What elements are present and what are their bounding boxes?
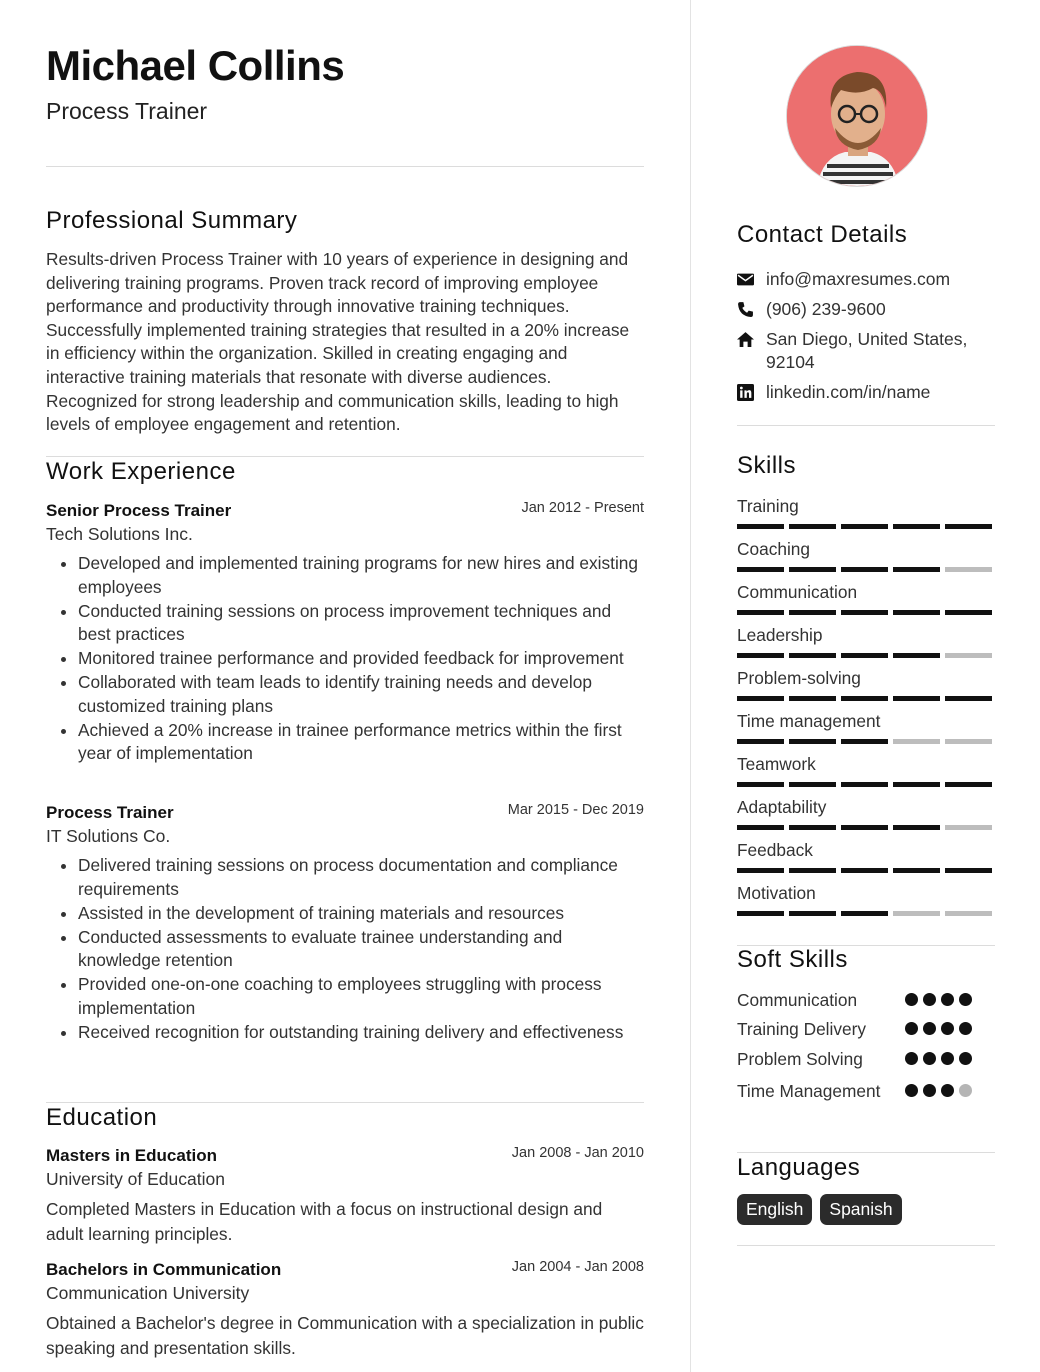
rating-dot — [959, 993, 972, 1006]
skill-level-segment — [893, 567, 940, 572]
job-entry — [46, 802, 644, 1045]
skill-level-segment — [737, 524, 784, 529]
skill-level-segment — [737, 739, 784, 744]
skill-name: Problem-solving — [737, 668, 861, 688]
skill-level-segment — [841, 567, 888, 572]
skill-name: Leadership — [737, 625, 823, 645]
skill-name: Teamwork — [737, 754, 816, 774]
soft-skill-item — [737, 989, 995, 1012]
list-item: • Collaborated with team leads to identify training needs and develop customized training plans — [78, 671, 644, 718]
skill-item — [737, 581, 995, 615]
skill-level-segment — [841, 825, 888, 830]
skill-level-segment — [945, 696, 992, 701]
phone-text[interactable]: (906) 239-9600 — [766, 299, 886, 319]
skill-level-bar — [737, 825, 995, 830]
email-text[interactable]: info@maxresumes.com — [766, 269, 951, 289]
degree-title: Masters in Education — [46, 1146, 217, 1165]
list-item: • Received recognition for outstanding training delivery and effectiveness — [78, 1021, 644, 1045]
skill-level-segment — [893, 696, 940, 701]
skill-level-segment — [841, 696, 888, 701]
job-entry — [46, 500, 644, 766]
skill-level-segment — [893, 653, 940, 658]
skill-level-bar — [737, 696, 995, 701]
list-item: • Developed and implemented training programs for new hires and existing employees — [78, 552, 644, 599]
skill-name: Adaptability — [737, 797, 827, 817]
skill-item — [737, 882, 995, 916]
skill-name: Coaching — [737, 539, 811, 559]
languages-heading: Languages — [737, 1154, 861, 1181]
skill-level-segment — [789, 524, 836, 529]
skill-level-segment — [893, 610, 940, 615]
rating-dot — [923, 1052, 936, 1065]
contact-heading: Contact Details — [737, 221, 908, 248]
skill-level-segment — [789, 610, 836, 615]
skill-level-segment — [945, 739, 992, 744]
skill-level-segment — [841, 610, 888, 615]
rating-dot — [959, 1084, 972, 1097]
skill-level-segment — [945, 610, 992, 615]
contact-email — [737, 268, 995, 291]
soft-skill-rating — [905, 1052, 972, 1065]
skill-level-bar — [737, 610, 995, 615]
skill-level-segment — [789, 739, 836, 744]
skill-level-segment — [945, 868, 992, 873]
skill-item — [737, 495, 995, 529]
rating-dot — [959, 1022, 972, 1035]
skill-level-segment — [841, 653, 888, 658]
skill-level-segment — [789, 911, 836, 916]
rating-dot — [959, 1052, 972, 1065]
contact-address — [737, 328, 995, 374]
rating-dot — [941, 1022, 954, 1035]
header-divider — [46, 166, 644, 167]
rating-dot — [923, 1084, 936, 1097]
contact-phone — [737, 298, 995, 321]
language-chip: English — [737, 1194, 812, 1225]
list-item: • Provided one-on-one coaching to employees struggling with process implementation — [78, 973, 644, 1020]
skill-item — [737, 538, 995, 572]
skill-level-bar — [737, 739, 995, 744]
linkedin-text[interactable]: linkedin.com/in/name — [766, 382, 931, 402]
rating-dot — [941, 993, 954, 1006]
phone-icon — [737, 301, 754, 318]
skill-name: Time management — [737, 711, 881, 731]
education-entry — [46, 1145, 644, 1246]
skills-heading: Skills — [737, 452, 797, 479]
skill-level-segment — [789, 825, 836, 830]
skill-level-segment — [737, 696, 784, 701]
languages-list — [737, 1194, 902, 1225]
soft-skill-item — [737, 1048, 995, 1071]
skill-level-segment — [789, 868, 836, 873]
skill-item — [737, 839, 995, 873]
job-dates: Mar 2015 - Dec 2019 — [507, 802, 644, 818]
rating-dot — [905, 1052, 918, 1065]
experience-divider — [46, 456, 644, 457]
list-item: • Assisted in the development of training materials and resources — [78, 902, 644, 926]
summary-text: Results-driven Process Trainer with 10 years of experience in designing and delivering training programs. Proven track record of improving employee performance and productivity through innovative training techniques. Successfully implemented training strategies that resulted in a 20% increase in efficiency within the organization. Skilled in creating engaging and interactive training materials that resonate with diverse audiences. Recognized for strong leadership and communication skills, leading to high levels of employee engagement and retention. — [46, 249, 630, 435]
skill-level-segment — [737, 653, 784, 658]
skill-level-segment — [789, 653, 836, 658]
skill-item — [737, 796, 995, 830]
soft-skill-rating — [905, 993, 972, 1006]
education-heading: Education — [46, 1104, 158, 1131]
list-item: • Monitored trainee performance and provided feedback for improvement — [78, 647, 644, 671]
skill-level-segment — [893, 782, 940, 787]
rating-dot — [905, 993, 918, 1006]
column-divider — [690, 0, 691, 1372]
skill-name: Training — [737, 496, 799, 516]
skill-level-segment — [945, 825, 992, 830]
soft-skill-rating — [905, 1084, 972, 1097]
soft-skills-heading: Soft Skills — [737, 946, 848, 973]
skill-level-bar — [737, 911, 995, 916]
list-item: • Delivered training sessions on process documentation and compliance requirements — [78, 854, 644, 901]
school-name: University of Education — [46, 1169, 225, 1189]
skill-level-bar — [737, 524, 995, 529]
skill-level-segment — [893, 524, 940, 529]
skill-level-bar — [737, 653, 995, 658]
address-text: San Diego, United States, 92104 — [766, 329, 968, 372]
summary-heading: Professional Summary — [46, 207, 298, 234]
soft-skill-item — [737, 1018, 995, 1041]
education-dates: Jan 2008 - Jan 2010 — [511, 1145, 644, 1161]
skill-name: Feedback — [737, 840, 813, 860]
degree-title: Bachelors in Communication — [46, 1260, 282, 1279]
contact-linkedin — [737, 381, 995, 404]
skill-level-segment — [737, 825, 784, 830]
rating-dot — [905, 1084, 918, 1097]
soft-skill-rating — [905, 1022, 972, 1035]
job-title: Senior Process Trainer — [46, 501, 232, 520]
skill-level-segment — [841, 868, 888, 873]
skill-level-segment — [737, 868, 784, 873]
list-item: • Conducted training sessions on process improvement techniques and best practices — [78, 600, 644, 647]
skill-item — [737, 667, 995, 701]
skill-level-segment — [737, 782, 784, 787]
skill-level-segment — [789, 696, 836, 701]
education-entry — [46, 1259, 644, 1360]
home-icon — [737, 331, 754, 348]
rating-dot — [941, 1084, 954, 1097]
education-dates: Jan 2004 - Jan 2008 — [511, 1259, 644, 1275]
rating-dot — [905, 1022, 918, 1035]
rating-dot — [941, 1052, 954, 1065]
education-description: Obtained a Bachelor's degree in Communication with a specialization in public speaking and presentation skills. — [46, 1313, 644, 1358]
job-company: Tech Solutions Inc. — [46, 524, 193, 544]
job-company: IT Solutions Co. — [46, 826, 171, 846]
skill-level-segment — [841, 524, 888, 529]
skill-level-bar — [737, 567, 995, 572]
skill-level-bar — [737, 868, 995, 873]
skill-level-segment — [945, 524, 992, 529]
experience-heading: Work Experience — [46, 458, 236, 485]
skill-name: Communication — [737, 582, 858, 602]
education-divider — [46, 1102, 644, 1103]
skill-level-segment — [841, 911, 888, 916]
job-bullets — [46, 552, 644, 766]
soft-skill-name: Training Delivery — [737, 1019, 867, 1039]
skill-level-segment — [945, 567, 992, 572]
soft-skills-divider — [737, 1152, 995, 1153]
language-chip: Spanish — [820, 1194, 901, 1225]
rating-dot — [923, 993, 936, 1006]
job-title: Process Trainer — [46, 803, 174, 822]
school-name: Communication University — [46, 1283, 250, 1303]
skill-level-bar — [737, 782, 995, 787]
skill-level-segment — [841, 782, 888, 787]
list-item: • Achieved a 20% increase in trainee performance metrics within the first year of implementation — [78, 719, 644, 766]
skill-level-segment — [789, 567, 836, 572]
skill-item — [737, 753, 995, 787]
job-dates: Jan 2012 - Present — [521, 500, 644, 516]
skill-level-segment — [789, 782, 836, 787]
skill-level-segment — [893, 911, 940, 916]
list-item: • Conducted assessments to evaluate trainee understanding and knowledge retention — [78, 926, 644, 973]
soft-skill-name: Problem Solving — [737, 1049, 863, 1069]
skill-level-segment — [893, 739, 940, 744]
education-description: Completed Masters in Education with a focus on instructional design and adult learning principles. — [46, 1199, 603, 1244]
envelope-icon — [737, 271, 754, 288]
avatar — [786, 45, 928, 187]
skill-level-segment — [841, 739, 888, 744]
soft-skill-name: Time Management — [737, 1081, 881, 1101]
skill-level-segment — [893, 825, 940, 830]
contact-divider — [737, 425, 995, 426]
linkedin-icon — [737, 384, 754, 401]
job-bullets — [46, 854, 644, 1044]
candidate-name: Michael Collins — [46, 42, 345, 89]
soft-skill-name: Communication — [737, 990, 858, 1010]
profile-photo-icon — [787, 46, 928, 187]
soft-skill-item — [737, 1080, 995, 1103]
skill-level-segment — [945, 653, 992, 658]
languages-divider — [737, 1245, 995, 1246]
skill-level-segment — [737, 567, 784, 572]
skill-name: Motivation — [737, 883, 816, 903]
skill-level-segment — [737, 610, 784, 615]
candidate-title: Process Trainer — [46, 98, 208, 124]
rating-dot — [923, 1022, 936, 1035]
skill-item — [737, 624, 995, 658]
skill-level-segment — [737, 911, 784, 916]
skill-level-segment — [893, 868, 940, 873]
skill-item — [737, 710, 995, 744]
skill-level-segment — [945, 782, 992, 787]
skill-level-segment — [945, 911, 992, 916]
